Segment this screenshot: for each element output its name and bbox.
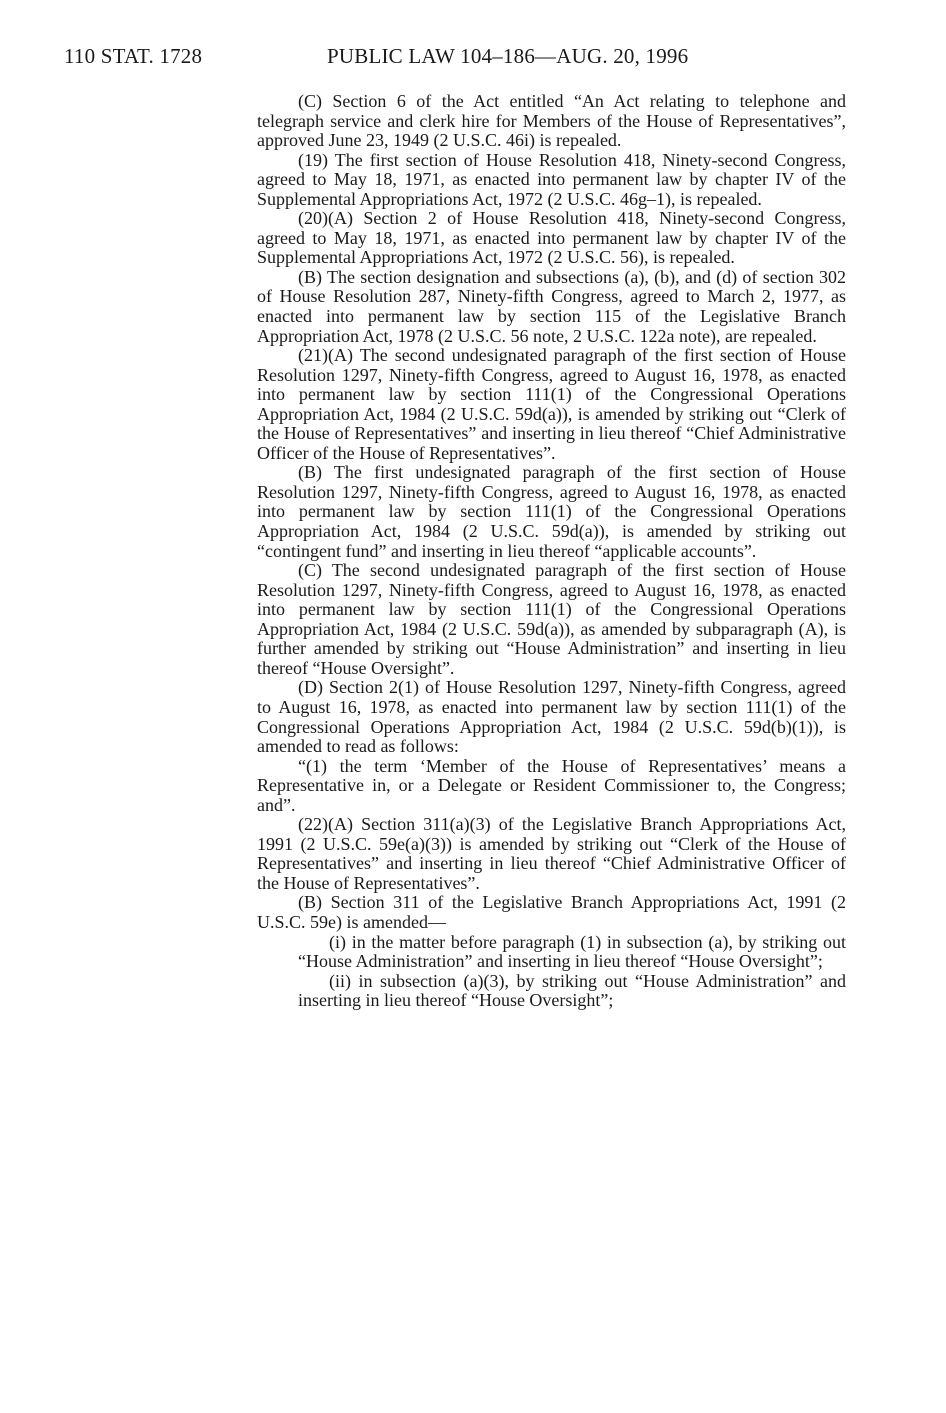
paragraph-21c: (C) The second undesignated paragraph of the first section of House Resolution 1297, Ninety-fifth Congress, agreed to August 16, 1978, as enacted into permanent law by section 111(1) of the Congressional Operations Appropriation Act, 1984 (2 U.S.C. 59d(a)), as amended by subparagraph (A), is further amended by striking out “House Administration” and inserting in lieu thereof “House Oversight”. bbox=[257, 560, 846, 678]
paragraph-19: (19) The first section of House Resolution 418, Ninety-second Congress, agreed to May 18, 1971, as enacted into permanent law by chapter IV of the Supplemental Appropriations Act, 1972 (2 U.S.C. 46g–1), is repealed. bbox=[257, 149, 846, 209]
paragraph-22a: (22)(A) Section 311(a)(3) of the Legislative Branch Appropriations Act, 1991 (2 U.S.C. 59e(a)(3)) is amended by striking out “Clerk of the House of Representatives” and inserting in lieu thereof “Chief Administrative Officer of the House of Representatives”. bbox=[257, 814, 846, 893]
paragraph-22b: (B) Section 311 of the Legislative Branch Appropriations Act, 1991 (2 U.S.C. 59e) is amended— bbox=[257, 892, 846, 932]
body-text bbox=[257, 92, 846, 1011]
paragraph-21a: (21)(A) The second undesignated paragraph of the first section of House Resolution 1297, Ninety-fifth Congress, agreed to August 16, 1978, as enacted into permanent law by section 111(1) of the Congressional Operations Appropriation Act, 1984 (2 U.S.C. 59d(a)), is amended by striking out “Clerk of the House of Representatives” and inserting in lieu thereof “Chief Administrative Officer of the House of Representatives”. bbox=[257, 345, 846, 463]
clause-i: (i) in the matter before paragraph (1) in subsection (a), by striking out “House Administration” and inserting in lieu thereof “House Oversight”; bbox=[298, 931, 846, 972]
paragraph-21b: (B) The first undesignated paragraph of the first section of House Resolution 1297, Ninety-fifth Congress, agreed to August 16, 1978, as enacted into permanent law by section 111(1) of the Congressional Operations Appropriation Act, 1984 (2 U.S.C. 59d(a)), is amended by striking out “contingent fund” and inserting in lieu thereof “applicable accounts”. bbox=[257, 462, 846, 561]
page-header bbox=[64, 44, 844, 74]
statute-page-reference: 110 STAT. 1728 bbox=[64, 44, 203, 68]
paragraph-21d: (D) Section 2(1) of House Resolution 1297, Ninety-fifth Congress, agreed to August 16, 1978, as enacted into permanent law by section 111(1) of the Congressional Operations Appropriation Act, 1984 (2 U.S.C. 59d(b)(1)), is amended to read as follows: bbox=[257, 677, 846, 757]
quoted-definition: “(1) the term ‘Member of the House of Representatives’ means a Representative in, or a Delegate or Resident Commissioner to, the Congress; and”. bbox=[257, 755, 846, 815]
paragraph-20a: (20)(A) Section 2 of House Resolution 418, Ninety-second Congress, agreed to May 18, 1971, as enacted into permanent law by chapter IV of the Supplemental Appropriations Act, 1972 (2 U.S.C. 56), is repealed. bbox=[257, 208, 846, 268]
paragraph-18c: (C) Section 6 of the Act entitled “An Act relating to telephone and telegraph service and clerk hire for Members of the House of Representatives”, approved June 23, 1949 (2 U.S.C. 46i) is repealed. bbox=[257, 91, 846, 151]
public-law-title: PUBLIC LAW 104–186—AUG. 20, 1996 bbox=[327, 44, 689, 68]
paragraph-20b: (B) The section designation and subsections (a), (b), and (d) of section 302 of House Resolution 287, Ninety-fifth Congress, agreed to March 2, 1977, as enacted into permanent law by section 115 of the Legislative Branch Appropriation Act, 1978 (2 U.S.C. 56 note, 2 U.S.C. 122a note), are repealed. bbox=[257, 266, 846, 346]
clause-ii: (ii) in subsection (a)(3), by striking out “House Administration” and inserting in lieu thereof “House Oversight”; bbox=[298, 970, 846, 1011]
